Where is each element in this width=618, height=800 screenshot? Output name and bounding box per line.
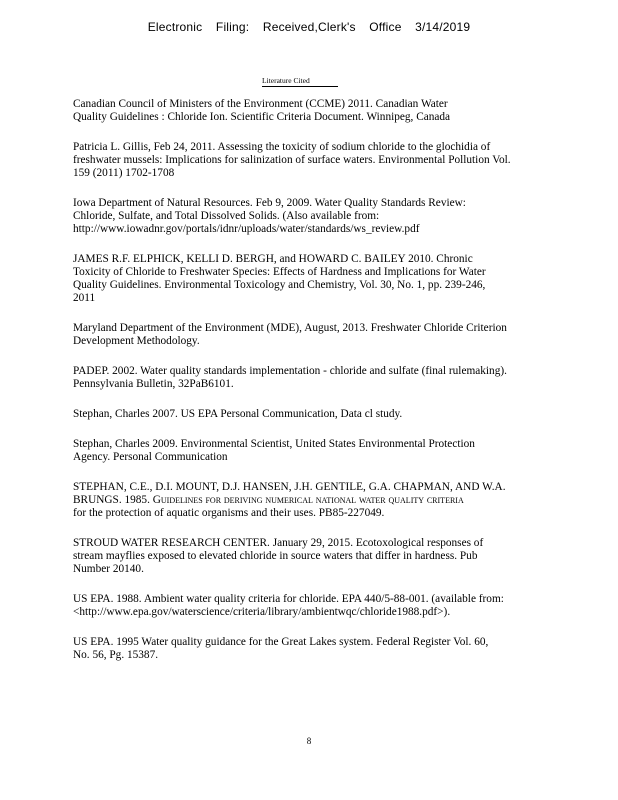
- reference-line: Quality Guidelines. Environmental Toxicology and Chemistry, Vol. 30, No. 1, pp. 239-246,: [73, 279, 486, 291]
- reference-line: freshwater mussels: Implications for salinization of surface waters. Environmental Pollution Vol.: [73, 154, 511, 166]
- reference-entry: [73, 98, 593, 124]
- reference-line: Iowa Department of Natural Resources. Feb 9, 2009. Water Quality Standards Review:: [73, 197, 466, 209]
- reference-entry: [73, 593, 593, 619]
- reference-line: STEPHAN, C.E., D.I. MOUNT, D.J. HANSEN, J.H. GENTILE, G.A. CHAPMAN, AND W.A.: [73, 481, 506, 493]
- reference-entry: [73, 365, 593, 391]
- reference-line: STROUD WATER RESEARCH CENTER. January 29, 2015. Ecotoxological responses of: [73, 537, 484, 549]
- reference-list: [73, 98, 593, 679]
- reference-line: Toxicity of Chloride to Freshwater Species: Effects of Hardness and Implications for Water: [73, 266, 486, 278]
- filing-header: Electronic Filing: Received,Clerk's Office 3/14/2019: [147, 20, 471, 34]
- reference-entry: [73, 481, 593, 520]
- reference-line: stream mayflies exposed to elevated chloride in source waters that differ in hardness. Pub: [73, 550, 478, 562]
- reference-line: Patricia L. Gillis, Feb 24, 2011. Assessing the toxicity of sodium chloride to the glochidia of: [73, 141, 491, 153]
- reference-line: http://www.iowadnr.gov/portals/idnr/uploads/water/standards/ws_review.pdf: [73, 223, 420, 235]
- reference-entry: [73, 438, 593, 464]
- reference-line: Quality Guidelines : Chloride Ion. Scientific Criteria Document. Winnipeg, Canada: [73, 111, 451, 123]
- reference-line: Pennsylvania Bulletin, 32PaB6101.: [73, 378, 234, 390]
- reference-entry: [73, 197, 593, 236]
- reference-line: US EPA. 1995 Water quality guidance for the Great Lakes system. Federal Register Vol. 60,: [73, 636, 489, 648]
- reference-entry: [73, 253, 593, 305]
- reference-line: 2011: [73, 292, 96, 304]
- reference-line: Stephan, Charles 2009. Environmental Scientist, United States Environmental Protection: [73, 438, 475, 450]
- reference-line: BRUNGS. 1985. Guidelines for deriving numerical national water quality criteria: [73, 494, 464, 506]
- reference-line: Number 20140.: [73, 563, 144, 575]
- page-number: 8: [306, 736, 312, 746]
- reference-line: <http://www.epa.gov/waterscience/criteria/library/ambientwqc/chloride1988.pdf>).: [73, 606, 451, 618]
- reference-line: No. 56, Pg. 15387.: [73, 649, 159, 661]
- section-title: Literature Cited: [262, 76, 338, 87]
- reference-line: Maryland Department of the Environment (MDE), August, 2013. Freshwater Chloride Criterion: [73, 322, 507, 334]
- reference-entry: [73, 322, 593, 348]
- reference-line: Chloride, Sulfate, and Total Dissolved Solids. (Also available from:: [73, 210, 380, 222]
- reference-line: Canadian Council of Ministers of the Environment (CCME) 2011. Canadian Water: [73, 98, 448, 110]
- reference-line: Development Methodology.: [73, 335, 200, 347]
- reference-entry: [73, 537, 593, 576]
- reference-line: US EPA. 1988. Ambient water quality criteria for chloride. EPA 440/5-88-001. (available from:: [73, 593, 504, 605]
- reference-line: for the protection of aquatic organisms and their uses. PB85-227049.: [73, 507, 385, 519]
- reference-line: PADEP. 2002. Water quality standards implementation - chloride and sulfate (final rulemaking).: [73, 365, 507, 377]
- reference-line: JAMES R.F. ELPHICK, KELLI D. BERGH, and HOWARD C. BAILEY 2010. Chronic: [73, 253, 473, 265]
- reference-line: Agency. Personal Communication: [73, 451, 228, 463]
- reference-entry: [73, 141, 593, 180]
- reference-entry: [73, 636, 593, 662]
- reference-line: 159 (2011) 1702-1708: [73, 167, 175, 179]
- reference-line: Stephan, Charles 2007. US EPA Personal Communication, Data cl study.: [73, 408, 403, 420]
- reference-entry: [73, 408, 593, 421]
